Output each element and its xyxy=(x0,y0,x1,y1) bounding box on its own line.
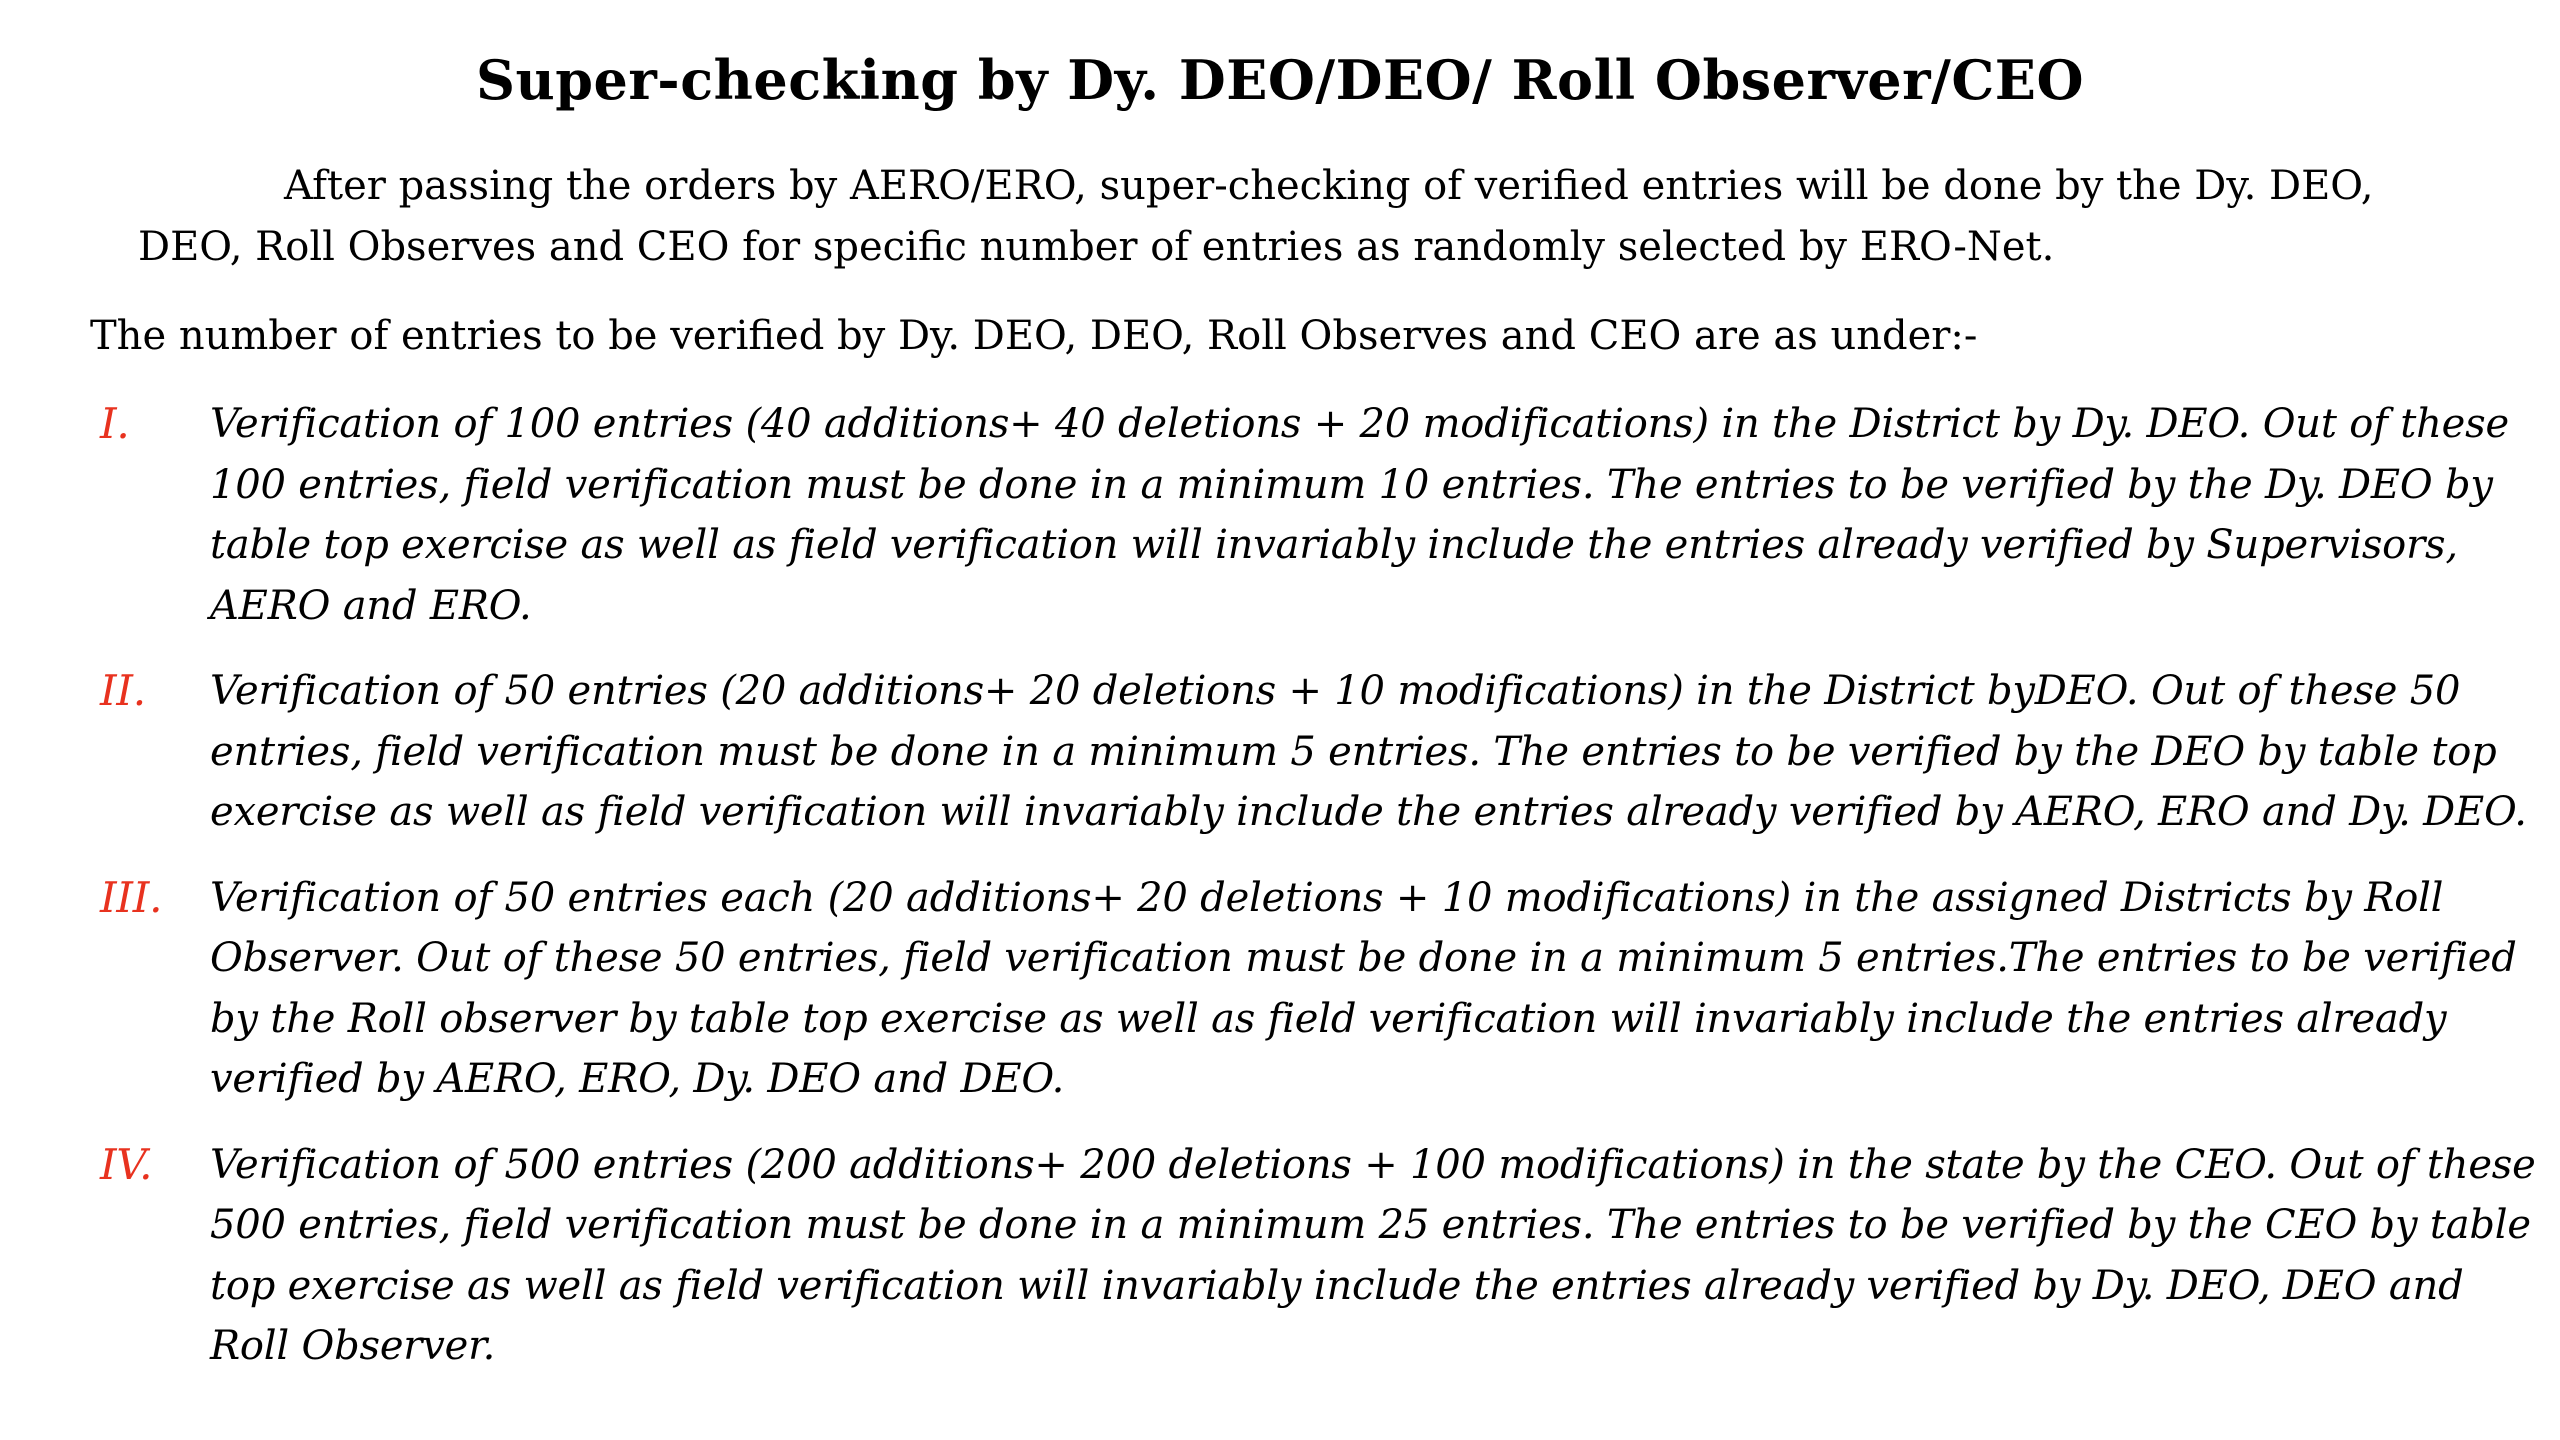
list-item xyxy=(96,1135,2536,1377)
list-item-numeral: IV. xyxy=(100,1139,153,1189)
page-title: Super-checking by Dy. DEO/DEO/ Roll Observer/CEO xyxy=(475,48,2084,112)
list-item xyxy=(96,868,2536,1110)
list-item-text: Verification of 100 entries (40 additions+ 40 deletions + 20 modifications) in the District by Dy. DEO. Out of these 100 entries, field verification must be done in a minimum 10 entries. The entries to be verified by the Dy. DEO by table top exercise as well as field verification will invariably include the entries already verified by Supervisors, AERO and ERO. xyxy=(210,401,2509,629)
list-item-text: Verification of 50 entries (20 additions+ 20 deletions + 10 modifications) in the District byDEO. Out of these 50 entries, field verification must be done in a minimum 5 entries. The entries to be verified by the DEO by table top exercise as well as field verification will invariably include the entries already verified by AERO, ERO and Dy. DEO. xyxy=(210,668,2527,835)
list-item-text: Verification of 50 entries each (20 additions+ 20 deletions + 10 modifications) in the assigned Districts by Roll Observer. Out of these 50 entries, field verification must be done in a minimum 5 entries.The entries to be verified by the Roll observer by table top exercise as well as field verification will invariably include the entries already verified by AERO, ERO, Dy. DEO and DEO. xyxy=(210,874,2517,1102)
list-item-numeral: II. xyxy=(100,666,146,715)
list-item-text: Verification of 500 entries (200 additions+ 200 deletions + 100 modifications) in the state by the CEO. Out of these 500 entries, field verification must be done in a minimum 25 entries. The entries to be verified by the CEO by table top exercise as well as field verification will invariably include the entries already verified by Dy. DEO, DEO and Roll Observer. xyxy=(210,1141,2536,1369)
list-item-numeral: I. xyxy=(100,399,130,448)
list-item-numeral: III. xyxy=(100,872,163,922)
intro-paragraph: After passing the orders by AERO/ERO, super-checking of verified entries will be done by the Dy. DEO, DEO, Roll Observes and CEO for specific number of entries as randomly selected by ERO-Net. xyxy=(138,163,2374,270)
list-item xyxy=(96,394,2536,636)
list-item xyxy=(96,661,2536,843)
lead-paragraph: The number of entries to be verified by Dy. DEO, DEO, Roll Observes and CEO are as under:- xyxy=(90,313,1978,359)
verification-list xyxy=(96,394,2536,1402)
